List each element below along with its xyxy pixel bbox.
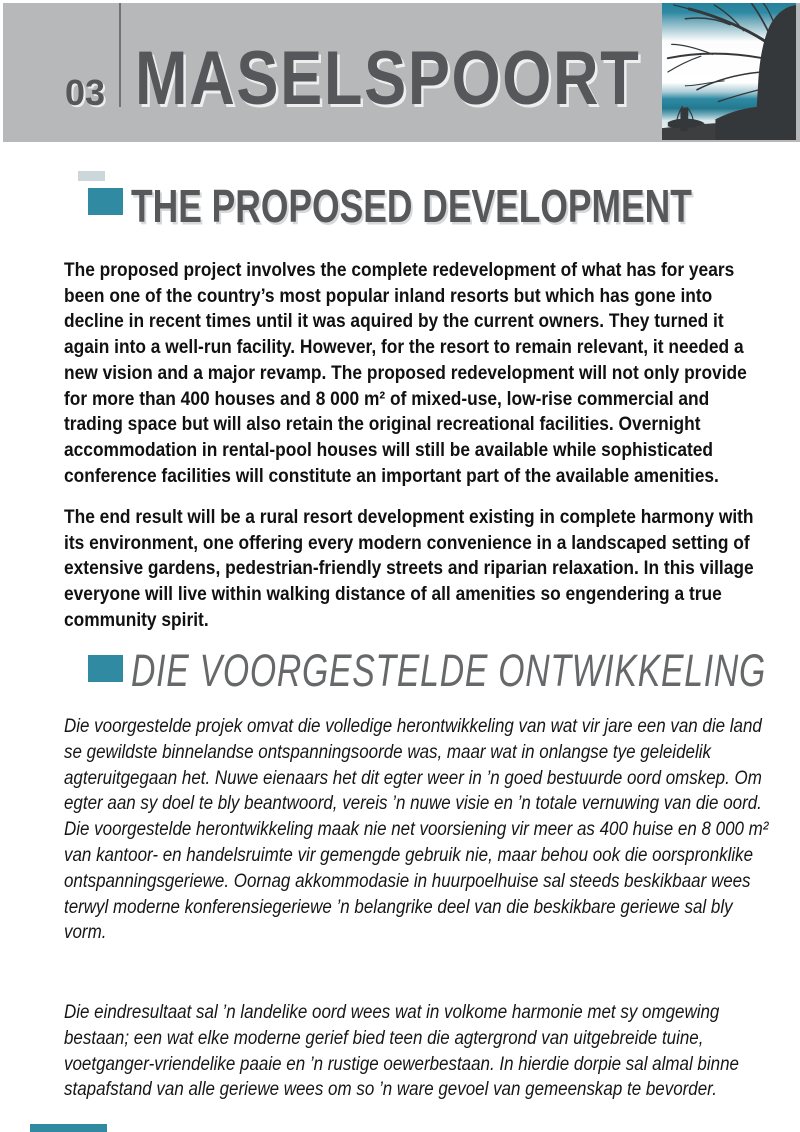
english-paragraph-2: The end result will be a rural resort development existing in complete harmony with its environment, one offering every modern convenience in a landscaped setting of extensive gardens, pedestrian-friendly streets and riparian relaxation. In this village everyone will live within walking distance of all amenities so engendering a true community spirit.: [64, 506, 754, 631]
english-heading: THE PROPOSED DEVELOPMENT: [131, 180, 692, 232]
page-header: [3, 3, 800, 142]
afrikaans-paragraph-2: Die eindresultaat sal ’n landelike oord wees wat in volkome harmonie met sy omgewing bestaan; een wat elke moderne gerief bied teen die agtergrond van uitgebreide tuine, voetganger-vriendelike paaie en ’n rustige oewerbestaan. In hierdie dorpie sal almal binne stapafstand van alle geriewe wees om so ’n ware gevoel van gemeenskap te bevorder.: [64, 1001, 739, 1101]
afrikaans-heading: DIE VOORGESTELDE ONTWIKKELING: [131, 645, 766, 696]
english-paragraph-1: The proposed project involves the complete redevelopment of what has for years been one of the country’s most popular inland resorts but which has gone into decline in recent times until it was aquired by the current owners. They turned it again into a well-run facility. However, for the resort to remain relevant, it needed a new vision and a major revamp. The proposed redevelopment will not only provide for more than 400 houses and 8 000 m² of mixed-use, low-rise commercial and trading space but will also retain the original recreational facilities. Overnight accommodation in rental-pool houses will still be available while sophisticated conference facilities will constitute an important part of the available amenities.: [64, 259, 747, 487]
tree-river-photo: [662, 3, 796, 140]
afrikaans-paragraph-1: Die voorgestelde projek omvat die volledige herontwikkeling van wat vir jare een van die land se gewildste binnelandse ontspanningsoorde was, maar wat in onlangse tye geleidelik agteruitgegaan het. Nuwe eienaars het dit egter weer in ’n goed bestuurde oord omskep. Om egter aan sy doel te bly beantwoord, vereis ’n nuwe visie en ’n totale vernuwing van die oord. Die voorgestelde herontwikkeling maak nie net voorsiening vir meer as 400 huise en 8 000 m² van kantoor- en handelsruimte vir gemengde gebruik nie, maar behou ook die oorspronklike ontspanningsgeriewe. Oornag akkommodasie in huurpoelhuise sal steeds beskikbaar wees terwyl moderne konferensiegeriewe ’n belangrike deel van die beskikbare geriewe sal bly vorm.: [64, 715, 769, 944]
accent-square-afrikaans: [88, 655, 123, 682]
page-number: 03: [65, 72, 106, 113]
page-title: MASELSPOORT: [135, 36, 641, 121]
tree-silhouette-graphic: [662, 3, 796, 140]
footer-accent-bar: [30, 1124, 107, 1132]
header-divider: [119, 3, 121, 107]
accent-square-english: [88, 188, 123, 215]
